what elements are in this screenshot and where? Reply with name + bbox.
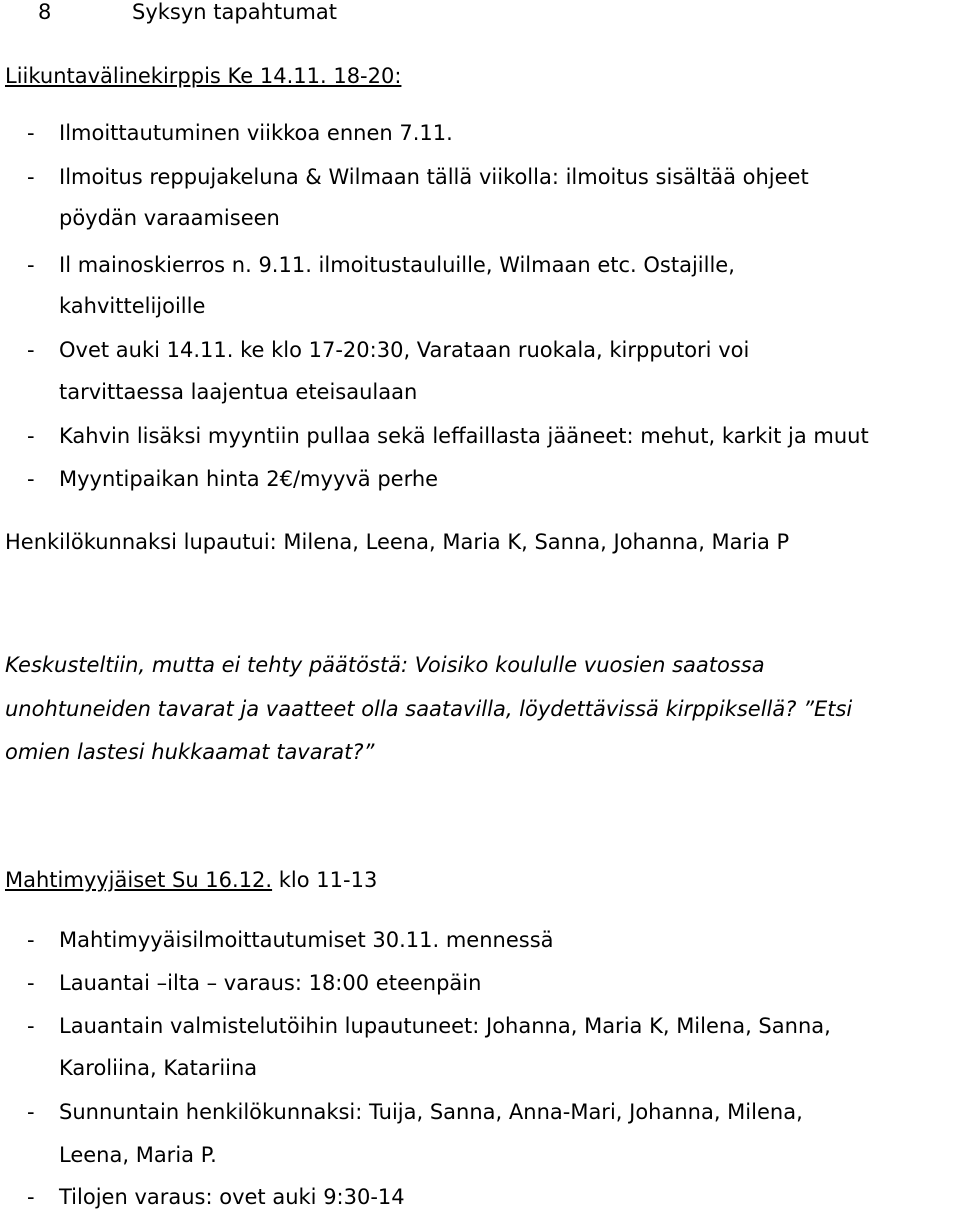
bullet-dash: - [27,121,35,145]
discussion-line: Keskusteltiin, mutta ei tehty päätöstä: Voisiko koululle vuosien saatossa [5,653,765,677]
list-item: Mahtimyyäisilmoittautumiset 30.11. mennessä [59,928,554,952]
bullet-dash: - [27,424,35,448]
bullet-dash: - [27,1100,35,1124]
list-item: Kahvin lisäksi myyntiin pullaa sekä leffaillasta jääneet: mehut, karkit ja muut [59,424,869,448]
discussion-line: unohtuneiden tavarat ja vaatteet olla saatavilla, löydettävissä kirppiksellä? ”Etsi [5,697,853,721]
list-item: Myyntipaikan hinta 2€/myyvä perhe [59,467,439,491]
list-item: Tilojen varaus: ovet auki 9:30-14 [59,1185,405,1209]
bullet-dash: - [27,165,35,189]
list-item-continuation: Leena, Maria P. [59,1143,217,1167]
christmas-fair-heading-date: Mahtimyyjäiset Su 16.12. [5,868,273,892]
bullet-dash: - [27,338,35,362]
flea-market-heading: Liikuntavälinekirppis Ke 14.11. 18-20: [5,64,402,88]
section-title: Syksyn tapahtumat [132,0,337,24]
staff-line: Henkilökunnaksi lupautui: Milena, Leena, Maria K, Sanna, Johanna, Maria P [5,530,790,554]
list-item: Lauantai –ilta – varaus: 18:00 eteenpäin [59,971,482,995]
bullet-dash: - [27,253,35,277]
list-item-continuation: pöydän varaamiseen [59,206,280,230]
bullet-dash: - [27,467,35,491]
list-item: Ilmoitus reppujakeluna & Wilmaan tällä viikolla: ilmoitus sisältää ohjeet [59,165,809,189]
bullet-dash: - [27,971,35,995]
discussion-line: omien lastesi hukkaamat tavarat?” [5,740,375,764]
christmas-fair-heading [5,870,377,891]
bullet-dash: - [27,1014,35,1038]
christmas-fair-heading-time: klo 11-13 [272,868,378,892]
list-item-continuation: Karoliina, Katariina [59,1056,258,1080]
list-item: Ilmoittautuminen viikkoa ennen 7.11. [59,121,453,145]
bullet-dash: - [27,1185,35,1209]
list-item: Il mainoskierros n. 9.11. ilmoitustauluille, Wilmaan etc. Ostajille, [59,253,735,277]
list-item-continuation: tarvittaessa laajentua eteisaulaan [59,380,418,404]
list-item: Ovet auki 14.11. ke klo 17-20:30, Varataan ruokala, kirpputori voi [59,338,750,362]
list-item: Lauantain valmistelutöihin lupautuneet: Johanna, Maria K, Milena, Sanna, [59,1014,831,1038]
section-number: 8 [38,0,52,24]
list-item-continuation: kahvittelijoille [59,294,206,318]
bullet-dash: - [27,928,35,952]
list-item: Sunnuntain henkilökunnaksi: Tuija, Sanna, Anna-Mari, Johanna, Milena, [59,1100,803,1124]
